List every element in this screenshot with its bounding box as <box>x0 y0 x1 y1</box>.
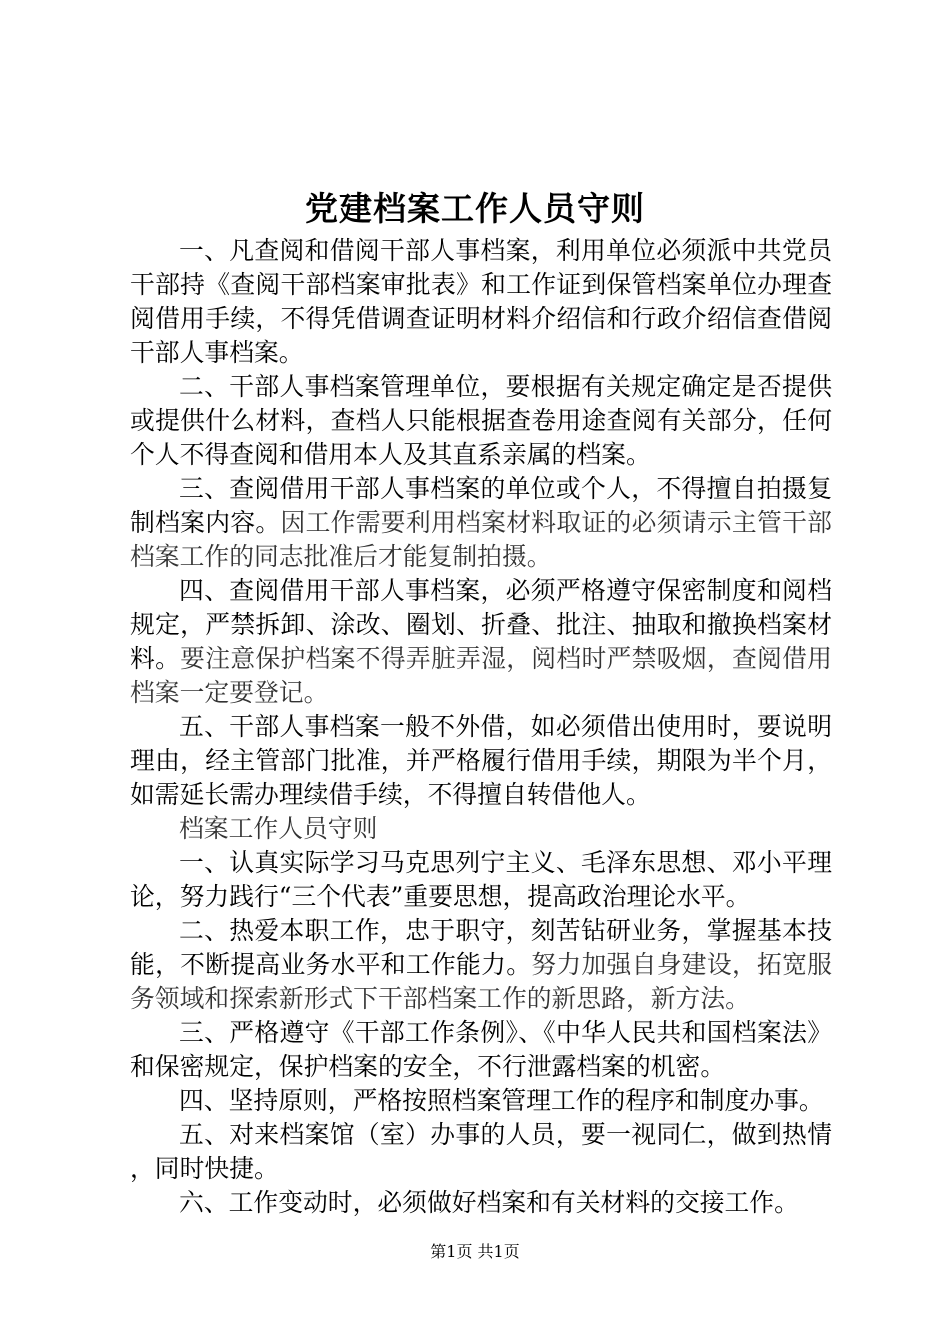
paragraph-text: 二、干部人事档案管理单位，要根据有关规定确定是否提供或提供什么材料，查档人只能根据查卷用途查阅有关部分，任何个人不得查阅和借用本人及其直系亲属的档案。 <box>130 372 832 469</box>
paragraph-3 <box>130 472 832 574</box>
rule-text: 二、热爱本职工作，忠于职守，刻苦钻研业务，掌握基本技能，不断提高业务水平和工作能力。 <box>130 916 832 979</box>
page-footer: 第1页 共1页 <box>430 1242 520 1261</box>
rule-text: 五、对来档案馆（室）办事的人员，要一视同仁，做到热情，同时快捷。 <box>130 1120 832 1183</box>
rule-4 <box>130 1084 832 1118</box>
paragraph-extra-text: 因工作需要利用档案材料取证的必须请示主管干部档案工作的同志批准后才能复制拍摄。 <box>130 508 832 571</box>
paragraph-2 <box>130 370 832 472</box>
paragraph-5 <box>130 710 832 812</box>
rule-2 <box>130 914 832 1016</box>
paragraph-text: 四、查阅借用干部人事档案，必须严格遵守保密制度和阅档规定，严禁拆卸、涂改、圈划、折叠、批注、抽取和撤换档案材料。 <box>130 576 832 673</box>
document-body <box>130 234 832 1220</box>
rule-text: 一、认真实际学习马克思列宁主义、毛泽东思想、邓小平理论，努力践行“三个代表”重要思想，提高政治理论水平。 <box>130 848 832 911</box>
rule-1 <box>130 846 832 914</box>
rule-5 <box>130 1118 832 1186</box>
paragraph-1 <box>130 234 832 370</box>
rule-text: 六、工作变动时，必须做好档案和有关材料的交接工作。 <box>179 1188 799 1217</box>
rule-text: 三、严格遵守《干部工作条例》、《中华人民共和国档案法》和保密规定，保护档案的安全，不行泄露档案的机密。 <box>130 1018 832 1081</box>
paragraph-extra-text: 要注意保护档案不得弄脏弄湿，阅档时严禁吸烟，查阅借用档案一定要登记。 <box>130 644 832 707</box>
paragraph-text: 一、凡查阅和借阅干部人事档案，利用单位必须派中共党员干部持《查阅干部档案审批表》和工作证到保管档案单位办理查阅借用手续，不得凭借调查证明材料介绍信和行政介绍信查借阅干部人事档案。 <box>130 236 832 367</box>
page-title: 党建档案工作人员守则 <box>305 189 645 228</box>
rule-extra-text: 努力加强自身建设，拓宽服务领域和探索新形式下干部档案工作的新思路，新方法。 <box>130 950 832 1013</box>
paragraph-4 <box>130 574 832 710</box>
paragraph-text: 五、干部人事档案一般不外借，如必须借出使用时，要说明理由，经主管部门批准，并严格履行借用手续，期限为半个月，如需延长需办理续借手续，不得擅自转借他人。 <box>130 712 832 809</box>
section-subheading: 档案工作人员守则 <box>179 814 378 843</box>
rule-6 <box>130 1186 832 1220</box>
rule-text: 四、坚持原则，严格按照档案管理工作的程序和制度办事。 <box>179 1086 824 1115</box>
rule-3 <box>130 1016 832 1084</box>
paragraph-text: 三、查阅借用干部人事档案的单位或个人，不得擅自拍摄复制档案内容。 <box>130 474 832 537</box>
